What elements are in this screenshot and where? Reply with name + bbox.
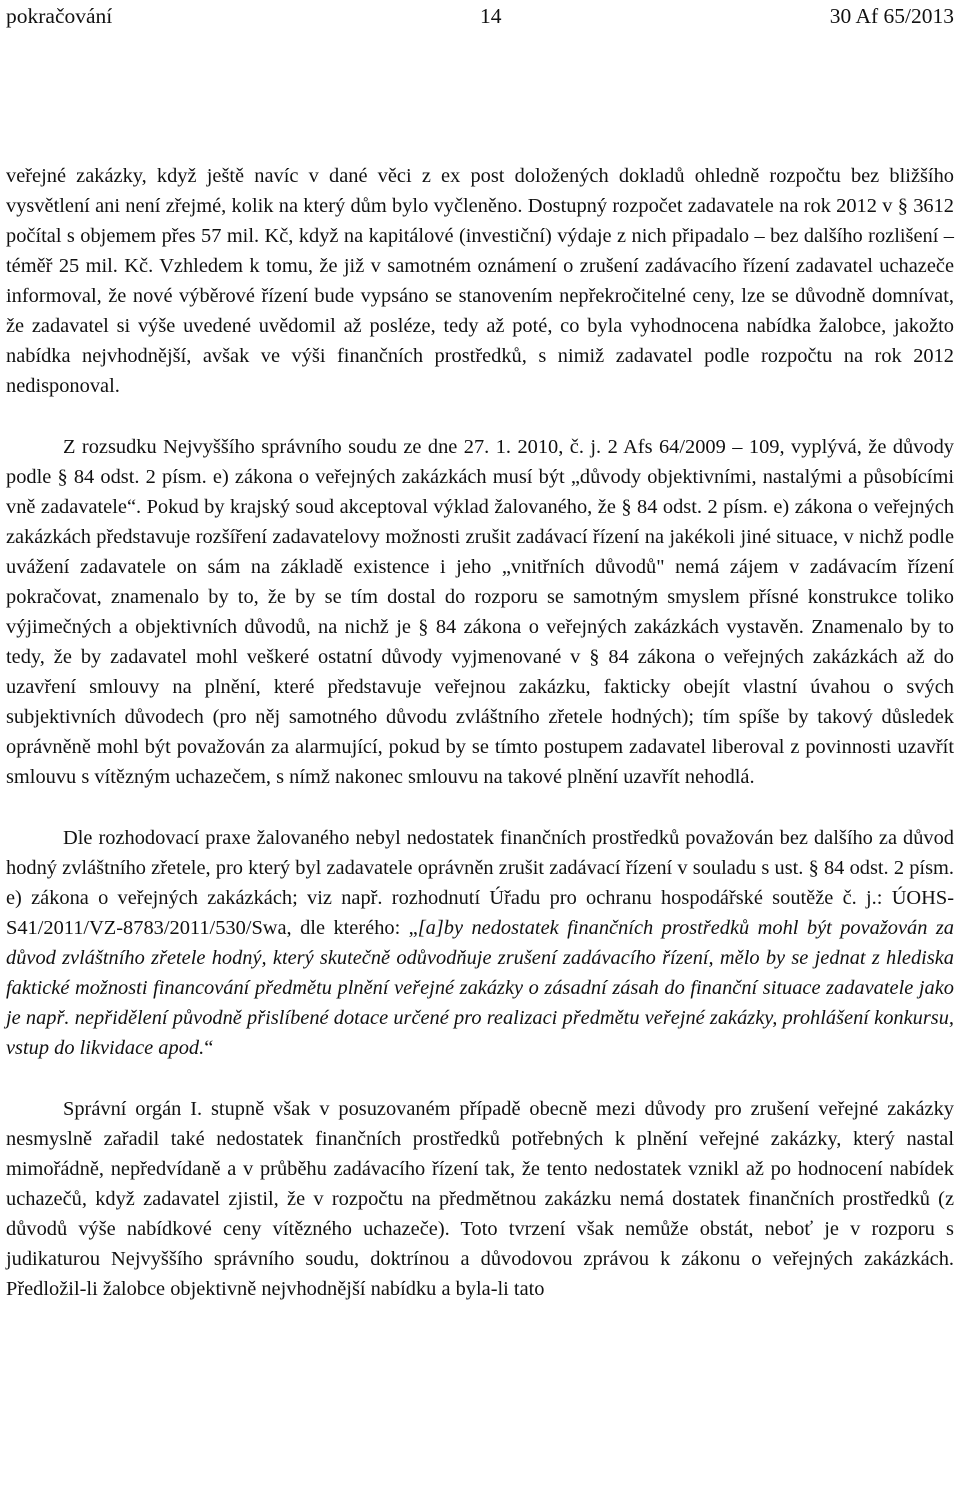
paragraph-3 xyxy=(6,823,954,1063)
header-continuation-label: pokračování xyxy=(6,4,113,28)
paragraph-3-closing-quote: “ xyxy=(204,1037,214,1059)
paragraph-3-quotation: [a]by nedostatek finančních prostředků mohl být považován za důvod zvláštního zřetele hodný, který skutečně odůvodňuje zrušení zadávacího řízení, mělo by se jednat z hlediska faktické možnosti financování předmětu plnění veřejné zakázky o zásadní zásah do finanční situace zadavatele jako je např. nepřidělení původně přislíbené dotace určené pro realizaci předmětu veřejné zakázky, prohlášení konkursu, vstup do likvidace apod. xyxy=(6,917,954,1059)
document-body xyxy=(6,161,954,1304)
page-number: 14 xyxy=(480,4,502,28)
document-page xyxy=(6,0,954,48)
paragraph-4: Správní orgán I. stupně však v posuzovaném případě obecně mezi důvody pro zrušení veřejné zakázky nesmyslně zařadil také nedostatek finančních prostředků potřebných k plnění veřejné zakázky, který nastal mimořádně, nepředvídaně a v průběhu zadávacího řízení tak, že tento nedostatek vznikl až po hodnocení nabídek uchazečů, když zadavatel zjistil, že v rozpočtu na předmětnou zakázku nemá dostatek finančních prostředků (z důvodů výše nabídkové ceny vítězného uchazeče). Toto tvrzení však nemůže obstát, neboť je v rozporu s judikaturou Nejvyššího správního soudu, doktrínou a důvodovou zprávou k zákonu o veřejných zakázkách. Předložil-li žalobce objektivně nejvhodnější nabídku a byla-li tato xyxy=(6,1098,954,1300)
paragraph-2: Z rozsudku Nejvyššího správního soudu ze dne 27. 1. 2010, č. j. 2 Afs 64/2009 – 109, vyplývá, že důvody podle § 84 odst. 2 písm. e) zákona o veřejných zakázkách musí být „důvody objektivními, nastalými a působícími vně zadavatele“. Pokud by krajský soud akceptoval výklad žalovaného, že § 84 odst. 2 písm. e) zákona o veřejných zakázkách představuje rozšíření zadavatelovy možnosti zrušit zadávací řízení na jakékoli jiné situace, v nichž podle uvážení zadavatele on sám na základě existence i jeho „vnitřních důvodů" nemá zájem v zadávacím řízení pokračovat, znamenalo by to, že by se tím dostal do rozporu se samotným smyslem přísné konstrukce toliko výjimečných a objektivních důvodů, na nichž je § 84 zákona o veřejných zakázkách vystavěn. Znamenalo by to tedy, že by zadavatel mohl veškeré ostatní důvody vyjmenované v § 84 zákona o veřejných zakázkách až do uzavření smlouvy na plnění, které představuje veřejnou zakázku, fakticky obejít vlastní úvahou o svých subjektivních důvodech (pro něj samotného důvodu zvláštního zřetele hodných); tím spíše by takový důsledek oprávněně mohl být považován za alarmující, pokud by se tímto postupem zadavatel liberoval z povinnosti uzavřít smlouvu s vítězným uchazečem, s nímž nakonec smlouvu na takové plnění uzavřít nehodlá. xyxy=(6,436,954,788)
case-number: 30 Af 65/2013 xyxy=(829,4,954,28)
paragraph-3-text: Dle rozhodovací praxe žalovaného nebyl nedostatek finančních prostředků považován bez dalšího za důvod hodný zvláštního zřetele, pro který byl zadavatele oprávněn zrušit zadávací řízení v souladu s ust. § 84 odst. 2 písm. e) zákona o veřejných zakázkách; viz např. rozhodnutí Úřadu pro ochranu hospodářské soutěže č. j.: ÚOHS-S41/2011/VZ-8783/2011/530/Swa, dle kterého: „ xyxy=(6,827,954,939)
paragraph-1: veřejné zakázky, když ještě navíc v dané věci z ex post doložených dokladů ohledně rozpočtu bez bližšího vysvětlení ani není zřejmé, kolik na který dům bylo vyčleněno. Dostupný rozpočet zadavatele na rok 2012 v § 3612 počítal s objemem přes 57 mil. Kč, když na kapitálové (investiční) výdaje z nich připadalo – bez dalšího rozlišení – téměř 25 mil. Kč. Vzhledem k tomu, že již v samotném oznámení o zrušení zadávacího řízení zadavatel uchazeče informoval, že nové výběrové řízení bude vypsáno se stanovením nepřekročitelné ceny, lze se důvodně domnívat, že zadavatel si výše uvedené uvědomil až posléze, tedy až poté, co byla vyhodnocena nabídka žalobce, jakožto nabídka nejvhodnější, avšak ve výši finančních prostředků, s nimiž zadavatel podle rozpočtu na rok 2012 nedisponoval. xyxy=(6,165,954,397)
page-header xyxy=(6,0,954,48)
